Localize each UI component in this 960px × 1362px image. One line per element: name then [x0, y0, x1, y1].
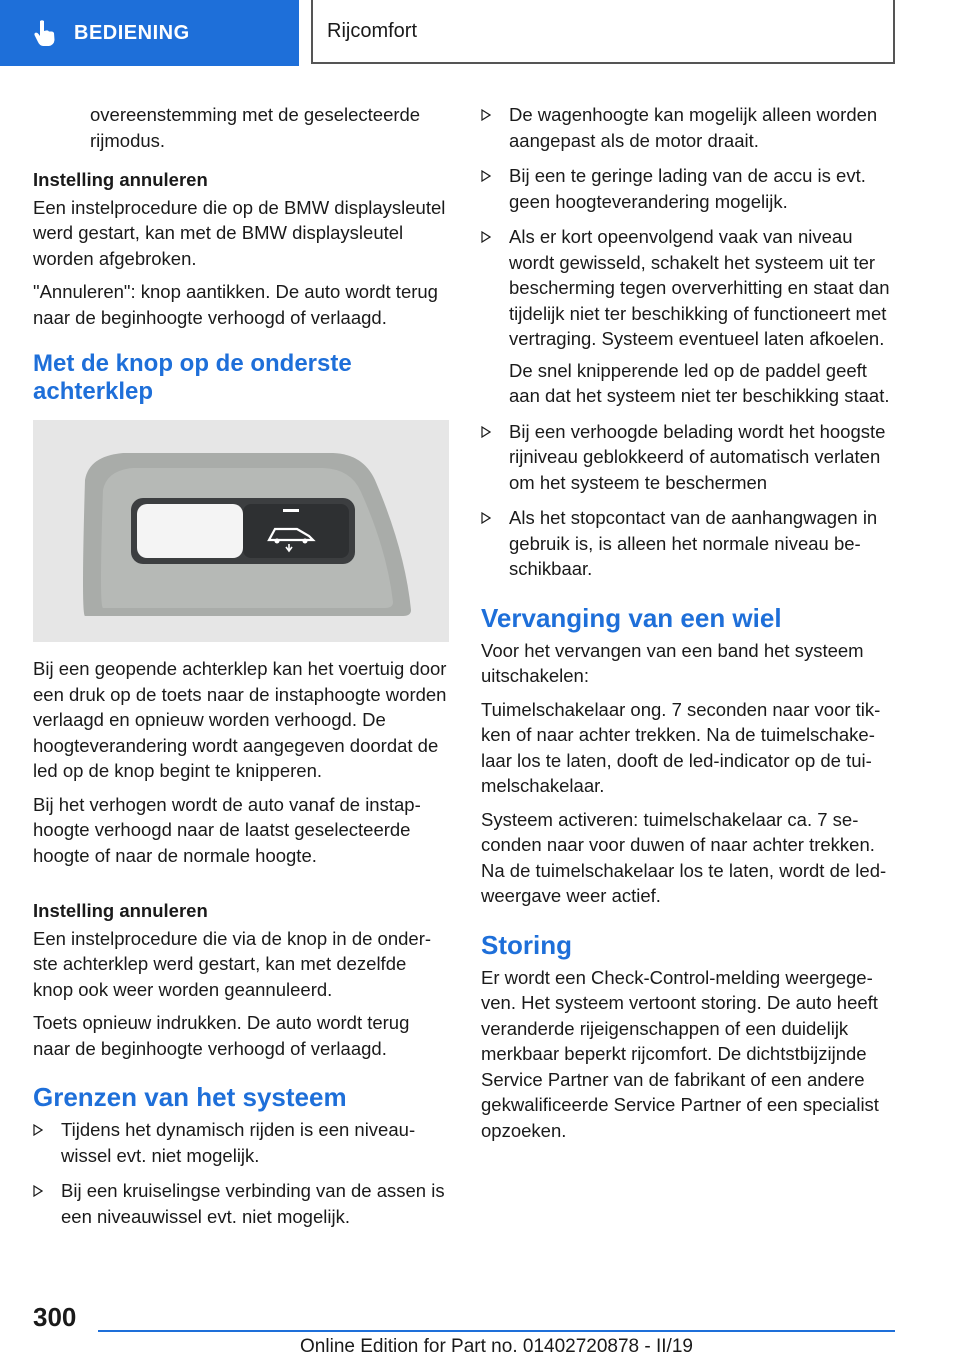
wheel-change-text-2: Tuimelschakelaar ong. 7 seconden naar voor tikken of naar achter trekken. Na de tuimelschakelaar los te laten, dooft de led-indicator op de tuimelschakelaar.	[481, 698, 881, 796]
list-item-text: Bij een te geringe lading van de accu is evt. geen hoogteverandering mogelijk.	[509, 165, 866, 212]
page-number: 300	[33, 1302, 77, 1332]
cancel-settings-heading: Instelling annuleren	[33, 169, 208, 190]
list-item-text: De wagenhoogte kan mogelijk alleen worden aangepast als de motor draait.	[509, 104, 878, 151]
list-item	[481, 163, 893, 214]
fault-text: Er wordt een Check-Control-melding weergegeven. Het systeem vertoont storing. De auto heeft veranderde rijeigenschappen of een duidelijk merkbaar beperkt rijcomfort. De dichtstbijzijnde Service Partner van de fabrikant of een andere gekwalificeerde Service Partner of een specialist opzoeken.	[481, 966, 879, 1141]
triangle-bullet-icon	[33, 1124, 43, 1136]
footer-divider	[98, 1330, 895, 1332]
list-item	[481, 419, 893, 496]
list-item	[33, 1178, 449, 1229]
triangle-bullet-icon	[481, 512, 491, 524]
cancel-settings-text-3: Een instelprocedure die via de knop in de onderste achterklep werd gestart, kan met dezelfde knop ook weer worden geannuleerd.	[33, 927, 432, 1000]
intro-text: overeenstemming met de geselecteerde rijmodus.	[90, 104, 421, 151]
list-item	[481, 224, 893, 352]
chapter-title: Rijcomfort	[327, 19, 418, 42]
list-item	[481, 102, 893, 153]
wheel-change-text-3: Systeem activeren: tuimelschakelaar ca. 7 seconden naar voor duwen of naar achter trekken. Na de tuimelschakelaar los te laten, wordt de led-weergave weer actief.	[481, 808, 887, 906]
list-item-text: Als er kort opeenvolgend vaak van niveau wordt gewisseld, schakelt het systeem uit ter bescherming tegen oververhitting en staat dan tijdelijk niet ter beschikking of functioneert met vertraging. Systeem eventueel laten afkoelen.	[509, 226, 890, 349]
edition-footer: Online Edition for Part no. 01402720878 - II/19	[300, 1336, 693, 1357]
list-item	[33, 1117, 449, 1168]
list-item	[481, 505, 893, 582]
tailgate-text-1: Bij een geopende achterklep kan het voertuig door een druk op de toets naar de instaphoogte worden verlaagd en opnieuw worden verhoogd. De hoogteverandering wordt aangegeven doordat de led op de knop begint te knipperen.	[33, 658, 447, 781]
triangle-bullet-icon	[33, 1185, 43, 1197]
list-item-text: Als het stopcontact van de aanhangwagen in gebruik is, is alleen het normale niveau beschikbaar.	[509, 507, 878, 579]
chapter-header	[311, 0, 895, 64]
cancel-settings-text-2: "Annuleren": knop aantikken. De auto wordt terug naar de beginhoogte verhoogd of verlaagd.	[33, 281, 438, 328]
triangle-bullet-icon	[481, 109, 491, 121]
section-label: BEDIENING	[74, 21, 190, 44]
list-item-text: Tijdens het dynamisch rijden is een niveauwissel evt. niet mogelijk.	[61, 1119, 416, 1166]
right-column	[481, 102, 893, 1151]
system-limits-list	[33, 1117, 449, 1229]
cancel-settings-text: Een instelprocedure die op de BMW displaysleutel werd gestart, kan met de BMW displaysleutel worden afgebroken.	[33, 196, 446, 269]
tailgate-button-heading: Met de knop op de onderste achterklep	[33, 350, 352, 405]
system-limits-heading: Grenzen van het systeem	[33, 1082, 347, 1112]
triangle-bullet-icon	[481, 231, 491, 243]
fault-heading: Storing	[481, 929, 572, 960]
triangle-bullet-icon	[481, 170, 491, 182]
wheel-change-heading: Vervanging van een wiel	[481, 602, 782, 633]
left-column	[33, 102, 449, 1239]
hand-pointer-icon	[30, 18, 60, 48]
triangle-bullet-icon	[481, 426, 491, 438]
list-item-text: Bij een kruiselingse verbinding van de assen is een niveauwissel evt. niet mogelijk.	[61, 1180, 445, 1227]
wheel-change-text-1: Voor het vervangen van een band het systeem uitschakelen:	[481, 639, 864, 686]
tailgate-button-illustration	[33, 420, 449, 642]
system-limits-list-continued-2	[481, 419, 893, 582]
cancel-settings-text-4: Toets opnieuw indrukken. De auto wordt terug naar de beginhoogte verhoogd of verlaagd.	[33, 1012, 410, 1059]
list-item-text: Bij een verhoogde belading wordt het hoogste rijniveau geblokkeerd of automatisch verlaten om het systeem te beschermen	[509, 420, 886, 493]
system-limits-list-continued	[481, 102, 893, 352]
section-tab[interactable]	[0, 0, 299, 66]
tailgate-text-2: Bij het verhogen wordt de auto vanaf de instaphoogte verhoogd naar de laatst geselecteerde hoogte of naar de normale hoogte.	[33, 793, 421, 866]
list-item-continuation: De snel knipperende led op de paddel geeft aan dat het systeem niet ter beschikking staat.	[509, 359, 890, 406]
cancel-settings-heading-2: Instelling annuleren	[33, 900, 208, 921]
